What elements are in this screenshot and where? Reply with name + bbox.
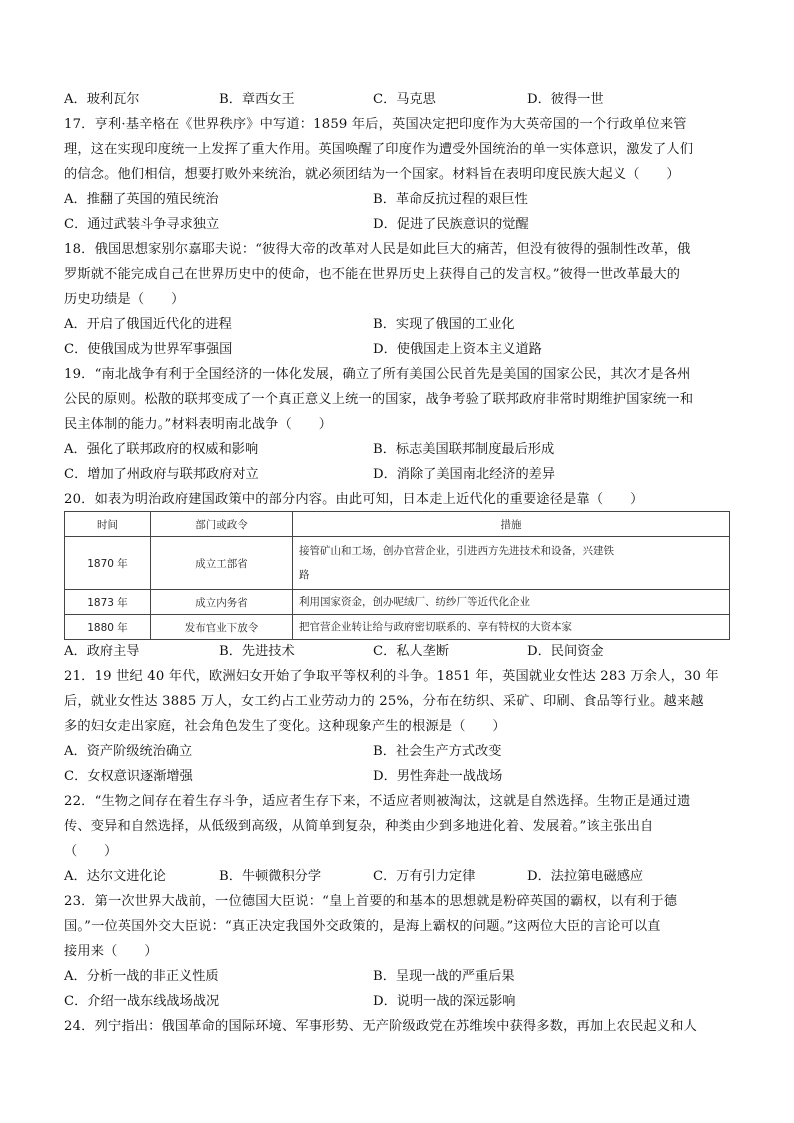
q20-option-a: A．政府主导 — [64, 644, 140, 659]
q17-option-c: C．通过武装斗争寻求独立 — [64, 217, 220, 232]
q17-stem-line: 理，这在实现印度统一上发挥了重大作用。英国唤醒了印度作为遭受外国统治的单一实体意识，激发了人们 — [64, 142, 694, 157]
q19-stem-line: 19．“南北战争有利于全国经济的一体化发展，确立了所有美国公民首先是美国的国家公民，其次才是各州 — [64, 367, 691, 382]
q17-option-d: D．促进了民族意识的觉醒 — [373, 217, 529, 232]
q20-option-c: C．私人垄断 — [373, 644, 450, 659]
table-header-row — [65, 512, 730, 537]
table-cell-measures: 把官营企业转让给与政府密切联系的、享有特权的大资本家 — [293, 615, 730, 640]
q19-option-b: B．标志美国联邦制度最后形成 — [373, 442, 555, 457]
q18-stem-line: 罗斯就不能完成自己在世界历史中的使命，也不能在世界历史上获得自己的发言权。”彼得一世改革最大的 — [64, 267, 681, 282]
q22-option-d: D．法拉第电磁感应 — [527, 869, 644, 884]
table-cell-time: 1873 年 — [65, 590, 151, 615]
q21-stem-line: 后，就业女性达 3885 万人，女工约占工业劳动力的 25%，分布在纺织、采矿、印刷、食品等行业。越来越 — [64, 694, 704, 709]
q18-option-c: C．使俄国成为世界军事强国 — [64, 342, 233, 357]
q18-stem-line: 18．俄国思想家别尔嘉耶夫说：“彼得大帝的改革对人民是如此巨大的痛苦，但没有彼得的强制性改革，俄 — [64, 242, 691, 257]
q17-option-a: A．推翻了英国的殖民统治 — [64, 192, 219, 207]
q22-stem-line: 22．“生物之间存在着生存斗争，适应者生存下来，不适应者则被淘汰，这就是自然选择。生物正是通过遗 — [64, 794, 691, 809]
q22-option-c: C．万有引力定律 — [373, 869, 476, 884]
table-cell-dept: 成立工部省 — [151, 537, 293, 590]
q21-option-d: D．男性奔赴一战战场 — [373, 769, 503, 784]
q21-option-b: B．社会生产方式改变 — [373, 744, 502, 759]
q18-stem-line: 历史功绩是（ ） — [64, 292, 185, 307]
q19-option-d: D．消除了美国南北经济的差异 — [373, 467, 556, 482]
q21-option-c: C．女权意识逐渐增强 — [64, 769, 193, 784]
table-header-time: 时间 — [65, 512, 151, 537]
table-header-dept: 部门或政令 — [151, 512, 293, 537]
q18-option-d: D．使俄国走上资本主义道路 — [373, 342, 542, 357]
q18-option-b: B．实现了俄国的工业化 — [373, 317, 515, 332]
q24-stem-line: 24．列宁指出：俄国革命的国际环境、军事形势、无产阶级政党在苏维埃中获得多数，再加上农民起义和人 — [64, 1019, 698, 1034]
q21-stem-line: 多的妇女走出家庭，社会角色发生了变化。这种现象产生的根源是（ ） — [64, 719, 506, 734]
q21-stem-line: 21．19 世纪 40 年代，欧洲妇女开始了争取平等权利的斗争。1851 年，英国就业女性达 283 万余人，30 年 — [64, 669, 719, 684]
q23-stem-line: 接用来（ ） — [64, 944, 158, 959]
table-cell-measures: 利用国家资金，创办呢绒厂、纺纱厂等近代化企业 — [293, 590, 730, 615]
q16-option-a: A．玻利瓦尔 — [64, 92, 140, 107]
table-header-measures: 措施 — [293, 512, 730, 537]
q19-stem-line: 民主体制的能力。”材料表明南北战争（ ） — [64, 417, 333, 432]
q20-stem-line: 20．如表为明治政府建国政策中的部分内容。由此可知，日本走上近代化的重要途径是靠（ ） — [64, 492, 644, 507]
q19-option-c: C．增加了州政府与联邦政府对立 — [64, 467, 259, 482]
q21-option-a: A．资产阶级统治确立 — [64, 744, 193, 759]
meiji-policy-table — [64, 511, 730, 640]
q19-option-a: A．强化了联邦政府的权威和影响 — [64, 442, 259, 457]
table-cell-time: 1880 年 — [65, 615, 151, 640]
table-row — [65, 615, 730, 640]
q23-stem-line: 23．第一次世界大战前，一位德国大臣说：“皇上首要的和基本的思想就是粉碎英国的霸权，以有利于德 — [64, 894, 678, 909]
q17-stem-line: 的信念。他们相信，想要打败外来统治，就必须团结为一个国家。材料旨在表明印度民族大起义（ ） — [64, 167, 680, 182]
table-row — [65, 537, 730, 590]
q16-option-d: D．彼得一世 — [527, 92, 604, 107]
table-cell-time: 1870 年 — [65, 537, 151, 590]
q17-option-b: B．革命反抗过程的艰巨性 — [373, 192, 528, 207]
q23-option-b: B．呈现一战的严重后果 — [373, 969, 515, 984]
q23-option-c: C．介绍一战东线战场战况 — [64, 994, 220, 1009]
q17-stem-line: 17．亨利·基辛格在《世界秩序》中写道：1859 年后，英国决定把印度作为大英帝国的一个行政单位来管 — [64, 117, 687, 132]
table-row — [65, 590, 730, 615]
q22-option-b: B．牛顿微积分学 — [219, 869, 322, 884]
q16-option-c: C．马克思 — [373, 92, 436, 107]
q20-option-d: D．民间资金 — [527, 644, 604, 659]
q23-option-a: A．分析一战的非正义性质 — [64, 969, 219, 984]
q23-stem-line: 国。”一位英国外交大臣说：“真正决定我国外交政策的，是海上霸权的问题。”这两位大臣的言论可以直 — [64, 919, 661, 934]
q20-option-b: B．先进技术 — [219, 644, 295, 659]
table-cell-dept: 发布官业下放令 — [151, 615, 293, 640]
q16-option-b: B．章西女王 — [219, 92, 295, 107]
q23-option-d: D．说明一战的深远影响 — [373, 994, 516, 1009]
q18-option-a: A．开启了俄国近代化的进程 — [64, 317, 232, 332]
q22-option-a: A．达尔文进化论 — [64, 869, 166, 884]
q19-stem-line: 公民的原则。松散的联邦变成了一个真正意义上统一的国家，战争考验了联邦政府非常时期维护国家统一和 — [64, 392, 694, 407]
q22-stem-line: （ ） — [64, 844, 118, 859]
q22-stem-line: 传、变异和自然选择，从低级到高级，从简单到复杂，种类由少到多地进化着、发展着。”该主张出自 — [64, 819, 654, 834]
table-cell-dept: 成立内务省 — [151, 590, 293, 615]
table-cell-measures: 接管矿山和工场，创办官营企业，引进西方先进技术和设备，兴建铁 路 — [293, 537, 730, 590]
